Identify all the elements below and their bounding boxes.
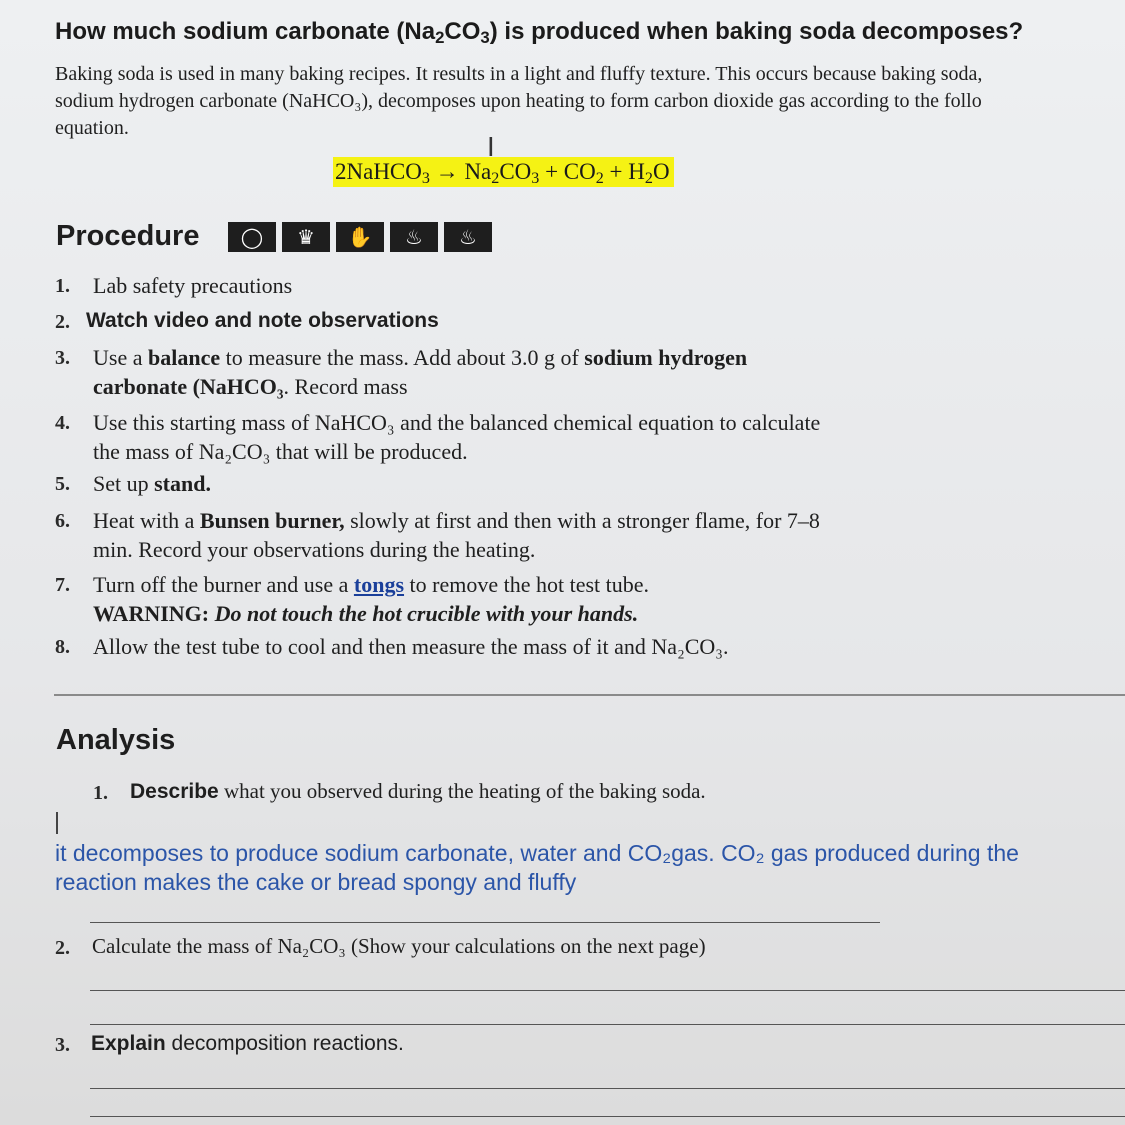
step-number: 4.	[55, 412, 70, 434]
flame-icon: ♨	[444, 222, 492, 252]
step-number: 5.	[55, 473, 70, 495]
intro-line-1: Baking soda is used in many baking recipes. It results in a light and fluffy texture. This occurs because baking soda,	[55, 63, 983, 85]
step-2-text: Watch video and note observations	[86, 309, 439, 332]
step-number: 3.	[55, 347, 70, 369]
answer-line	[90, 1024, 1125, 1025]
intro-line-3: equation.	[55, 117, 129, 139]
answer-line	[90, 990, 1125, 991]
safety-icons	[228, 222, 492, 252]
procedure-heading: Procedure	[56, 220, 200, 252]
page-title: How much sodium carbonate $(Na_2CO_3)$ is produced when baking soda decomposes?	[55, 18, 1024, 48]
chemical-equation: 2NaHCO$_3$ → $Na_2CO_3 + CO_2 + H_2O$	[333, 157, 674, 187]
step-7-line-1: Turn off the burner and use a tongs to remove the hot test tube.	[93, 572, 650, 597]
step-6-line-1: Heat with a Bunsen burner, slowly at first and then with a stronger flame, for 7–8	[93, 508, 820, 533]
step-1-text: Lab safety precautions	[93, 273, 293, 298]
step-4-line-1: Use this starting mass of NaHCO₃ and the balanced chemical equation to calculate	[93, 410, 821, 435]
question-3: Explain decomposition reactions.	[91, 1032, 404, 1055]
question-2: Calculate the mass of Na₂CO₃ (Show your calculations on the next page)	[92, 934, 706, 958]
answer-line	[90, 1088, 1125, 1089]
hot-object-icon: ♨	[390, 222, 438, 252]
step-6-line-2: min. Record your observations during the heating.	[93, 537, 536, 562]
goggles-icon: ◯	[228, 222, 276, 252]
step-number: 8.	[55, 636, 70, 658]
analysis-heading: Analysis	[56, 724, 176, 756]
glove-icon: ✋	[336, 222, 384, 252]
answer-1-line-1[interactable]: it decomposes to produce sodium carbonate, water and CO₂gas. CO₂ gas produced during the	[55, 840, 1019, 866]
step-number: 1.	[55, 275, 70, 297]
question-number: 1.	[93, 782, 108, 804]
step-number: 6.	[55, 510, 70, 532]
step-3-line-2: carbonate (NaHCO₃. Record mass	[93, 374, 408, 399]
step-7-warning: WARNING: Do not touch the hot crucible with your hands.	[93, 601, 639, 626]
text-caret	[56, 812, 58, 834]
section-divider	[54, 694, 1125, 696]
tongs-link[interactable]: tongs	[353, 572, 405, 597]
step-8-text: Allow the test tube to cool and then measure the mass of it and Na₂CO₃.	[93, 634, 729, 659]
step-3-line-1: Use a balance to measure the mass. Add about 3.0 g of sodium hydrogen	[93, 345, 748, 370]
question-1: Describe what you observed during the heating of the baking soda.	[130, 779, 706, 803]
step-4-line-2: the mass of Na₂CO₃ that will be produced.	[93, 439, 468, 464]
answer-1-line-2[interactable]: reaction makes the cake or bread spongy and fluffy	[55, 869, 577, 895]
text-cursor-icon: I	[487, 133, 495, 163]
answer-line	[90, 922, 880, 923]
intro-line-2: sodium hydrogen carbonate (NaHCO₃), decomposes upon heating to form carbon dioxide gas according to the follo	[55, 90, 982, 112]
step-number: 2.	[55, 311, 70, 333]
apron-icon: ♛	[282, 222, 330, 252]
question-number: 2.	[55, 937, 70, 959]
step-5-text: Set up stand.	[93, 471, 211, 496]
step-number: 7.	[55, 574, 70, 596]
question-number: 3.	[55, 1034, 70, 1056]
answer-line	[90, 1116, 1125, 1117]
